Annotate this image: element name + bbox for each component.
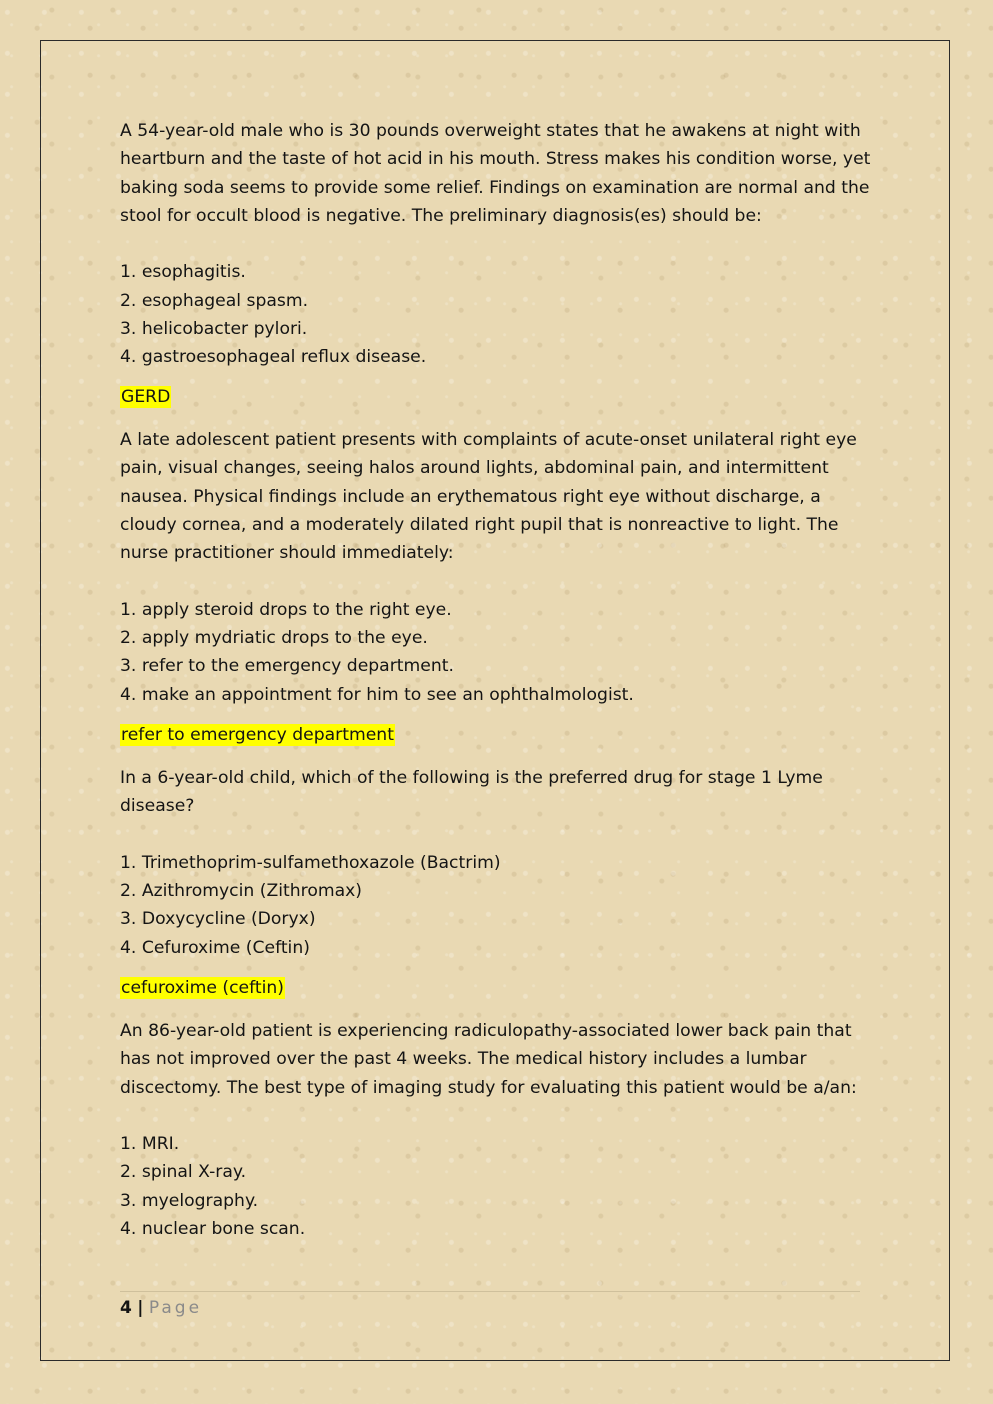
- highlighted-answer: refer to emergency department: [121, 725, 394, 745]
- question-1: [120, 117, 880, 372]
- question-4: [120, 1017, 880, 1243]
- option-list: [120, 1130, 880, 1243]
- option: 3. refer to the emergency department.: [120, 656, 454, 677]
- option: 1. apply steroid drops to the right eye.: [120, 599, 452, 620]
- question-stem: An 86-year-old patient is experiencing radiculopathy-associated lower back pain that has not improved over the past 4 weeks. The medical history includes a lumbar discectomy. The best type of imaging study for evaluating this patient would be a/an:: [120, 1021, 857, 1098]
- option: 2. spinal X-ray.: [120, 1162, 247, 1183]
- option: 4. gastroesophageal reflux disease.: [120, 347, 427, 368]
- question-stem: A late adolescent patient presents with complaints of acute-onset unilateral right eye pain, visual changes, seeing halos around lights, abdominal pain, and intermittent nausea. Physical findings include an erythematous right eye without discharge, a cloudy cornea, and a moderately dilated right pupil that is nonreactive to light. The nurse practitioner should immediately:: [120, 430, 857, 564]
- page-label: Page: [148, 1298, 203, 1318]
- option: 3. Doxycycline (Doryx): [120, 909, 316, 930]
- option: 2. Azithromycin (Zithromax): [120, 881, 362, 902]
- question-stem: A 54-year-old male who is 30 pounds overweight states that he awakens at night with heartburn and the taste of hot acid in his mouth. Stress makes his condition worse, yet baking soda seems to provide some relief. Findings on examination are normal and the stool for occult blood is negative. The preliminary diagnosis(es) should be:: [120, 121, 871, 226]
- question-3: [120, 764, 880, 962]
- footer-separator: |: [137, 1298, 144, 1318]
- option-list: [120, 258, 880, 371]
- footer-divider: [120, 1291, 860, 1292]
- answer-2: [120, 721, 395, 749]
- option: 4. make an appointment for him to see an ophthalmologist.: [120, 684, 634, 705]
- option: 4. Cefuroxime (Ceftin): [120, 937, 310, 958]
- option: 3. helicobacter pylori.: [120, 319, 308, 340]
- option: 1. MRI.: [120, 1134, 180, 1155]
- option: 2. esophageal spasm.: [120, 290, 309, 311]
- page-number: 4: [120, 1298, 132, 1318]
- option: 1. esophagitis.: [120, 262, 246, 283]
- option-list: [120, 596, 880, 709]
- answer-1: [120, 383, 171, 411]
- highlighted-answer: GERD: [121, 387, 171, 407]
- answer-3: [120, 974, 285, 1002]
- option: 3. myelography.: [120, 1190, 259, 1211]
- question-2: [120, 426, 880, 709]
- highlighted-answer: cefuroxime (ceftin): [121, 978, 284, 998]
- page-footer: [120, 1296, 202, 1320]
- option-list: [120, 849, 880, 962]
- option: 2. apply mydriatic drops to the eye.: [120, 628, 428, 649]
- option: 4. nuclear bone scan.: [120, 1219, 306, 1240]
- option: 1. Trimethoprim-sulfamethoxazole (Bactrim): [120, 852, 501, 873]
- question-stem: In a 6-year-old child, which of the following is the preferred drug for stage 1 Lyme disease?: [120, 768, 823, 817]
